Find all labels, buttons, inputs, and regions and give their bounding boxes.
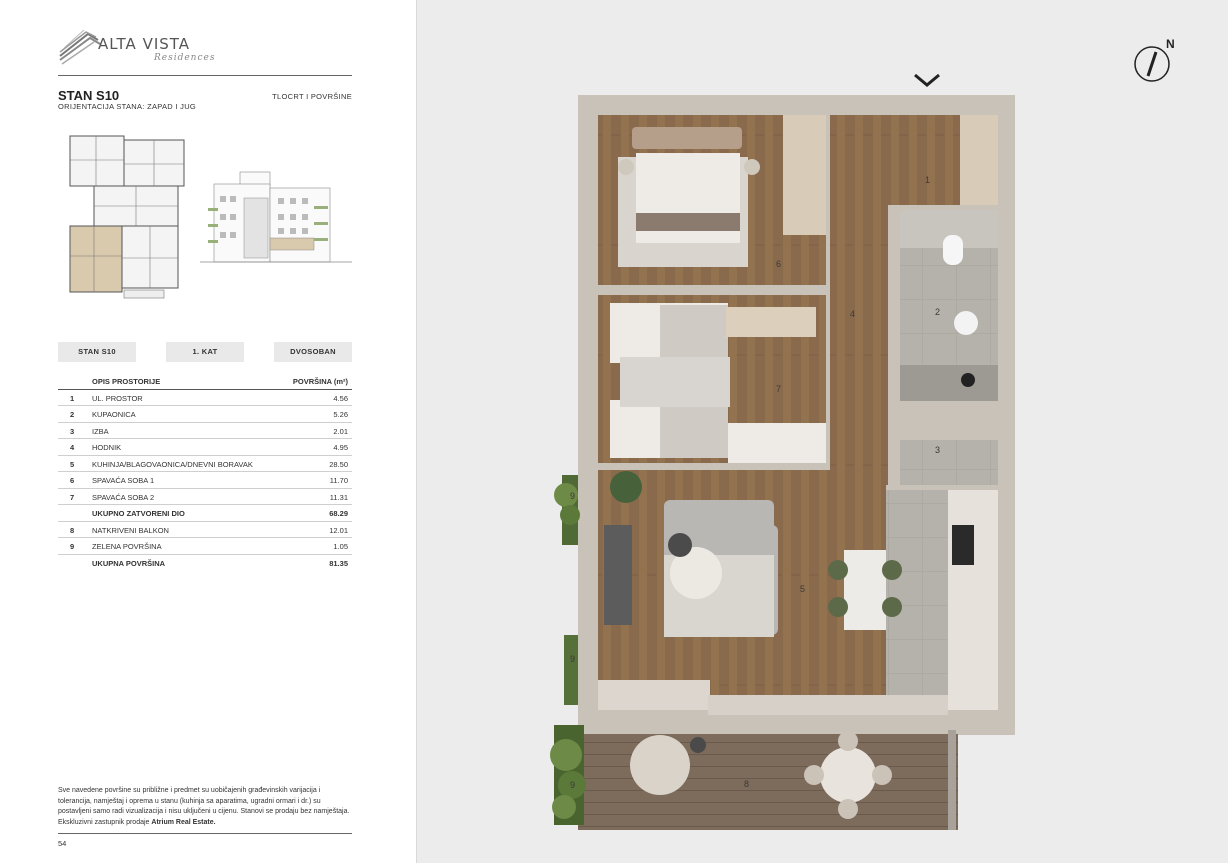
- table-header: [58, 373, 352, 390]
- room-hallway: [830, 205, 888, 485]
- room-number: 9: [70, 542, 75, 551]
- room-number: 5: [70, 459, 75, 469]
- room-label-3: 3: [935, 445, 941, 455]
- room-label-6: 6: [776, 259, 782, 269]
- room-area: 12.01: [329, 525, 348, 535]
- room-name: UL. PROSTOR: [92, 393, 143, 403]
- room-label-4: 4: [850, 309, 856, 319]
- room-area: 4.56: [333, 393, 348, 403]
- chevron-down-icon: [912, 72, 942, 88]
- tv-unit: [604, 525, 632, 625]
- table-row: [58, 406, 352, 423]
- room-name: SPAVAĆA SOBA 2: [92, 492, 155, 502]
- room-area: 2.01: [333, 426, 348, 436]
- footer-rule: [58, 833, 352, 834]
- subtotal-value: 68.29: [329, 509, 348, 518]
- tag-type: DVOSOBAN: [274, 342, 352, 362]
- page-number: 54: [58, 839, 67, 848]
- agent-name: Atrium Real Estate.: [151, 818, 216, 826]
- room-label-1: 1: [925, 175, 931, 185]
- apartment-floor-plan: [548, 95, 1018, 835]
- room-label-2: 2: [935, 307, 941, 317]
- header-area: POVRŠINA (m²): [292, 377, 348, 386]
- room-number: 8: [70, 525, 75, 535]
- table-row: [58, 390, 352, 407]
- total-row: [58, 555, 352, 572]
- room-name: ZELENA POVRŠINA: [92, 542, 162, 551]
- area-table: [58, 373, 352, 571]
- room-number: 6: [70, 476, 75, 485]
- table-row: [58, 472, 352, 489]
- room-number: 7: [70, 492, 75, 502]
- room-storage: [900, 440, 998, 485]
- disclaimer-text: Sve navedene površine su približne i predmet su uobičajenih građevinskih varijacija i tolerancija, namještaj i oprema u stanu (kuhinja sa aparatima, ugradni ormari i dr.) su postavljeni samo radi vizualizacija i nisu uključeni u cijenu. Stanovi se prodaju bez namještaja. Ekskluzivni zastupnik prodaje: [58, 787, 350, 826]
- table-row: [58, 423, 352, 440]
- key-floor-plan: [64, 130, 198, 300]
- room-label-9a: 9: [570, 491, 576, 501]
- room-number: 1: [70, 393, 75, 403]
- table-row: [58, 456, 352, 473]
- room-area: 11.70: [329, 476, 348, 485]
- room-label-9c: 9: [570, 780, 576, 790]
- brand-tagline: Residences: [154, 53, 216, 63]
- table-row: [58, 489, 352, 506]
- info-panel: [0, 0, 416, 863]
- total-label: UKUPNA POVRŠINA: [92, 558, 166, 568]
- subtotal-row: [58, 505, 352, 522]
- room-label-8: 8: [744, 779, 750, 789]
- room-label-5: 5: [800, 584, 806, 594]
- room-number: 3: [70, 426, 75, 436]
- room-name: SPAVAĆA SOBA 1: [92, 476, 155, 485]
- unit-orientation: ORIJENTACIJA STANA: ZAPAD I JUG: [58, 102, 197, 111]
- room-name: NATKRIVENI BALKON: [92, 525, 169, 535]
- unit-title: STAN S10: [58, 88, 120, 103]
- room-name: KUHINJA/BLAGOVAONICA/DNEVNI BORAVAK: [92, 459, 253, 469]
- north-label: N: [1166, 37, 1175, 51]
- room-name: HODNIK: [92, 443, 122, 452]
- room-area: 28.50: [329, 459, 348, 469]
- brand-logo: [58, 26, 258, 70]
- balcony-table: [820, 747, 876, 803]
- dining-table: [844, 550, 886, 630]
- disclaimer: [58, 786, 354, 828]
- table-row: [58, 522, 352, 539]
- balcony-chair: [630, 735, 690, 795]
- room-area: 4.95: [333, 443, 348, 452]
- brand-name: ALTA VISTA: [98, 35, 191, 53]
- header-room: OPIS PROSTORIJE: [92, 377, 161, 386]
- header-rule: [58, 75, 352, 76]
- room-label-7: 7: [776, 384, 782, 394]
- room-area: 5.26: [333, 410, 348, 419]
- room-number: 2: [70, 410, 75, 419]
- plan-label: TLOCRT I POVRŠINE: [272, 92, 352, 101]
- table-row: [58, 439, 352, 456]
- room-area: 1.05: [333, 542, 348, 551]
- room-name: IZBA: [92, 426, 109, 436]
- tag-unit: STAN S10: [58, 342, 136, 362]
- tag-floor: 1. KAT: [166, 342, 244, 362]
- room-name: KUPAONICA: [92, 410, 136, 419]
- building-logo-icon: [58, 26, 102, 66]
- room-label-9b: 9: [570, 654, 576, 664]
- subtotal-label: UKUPNO ZATVORENI DIO: [92, 509, 185, 518]
- room-number: 4: [70, 443, 75, 452]
- table-row: [58, 538, 352, 555]
- room-area: 11.31: [329, 492, 348, 502]
- building-elevation: [200, 168, 352, 264]
- total-value: 81.35: [329, 558, 348, 568]
